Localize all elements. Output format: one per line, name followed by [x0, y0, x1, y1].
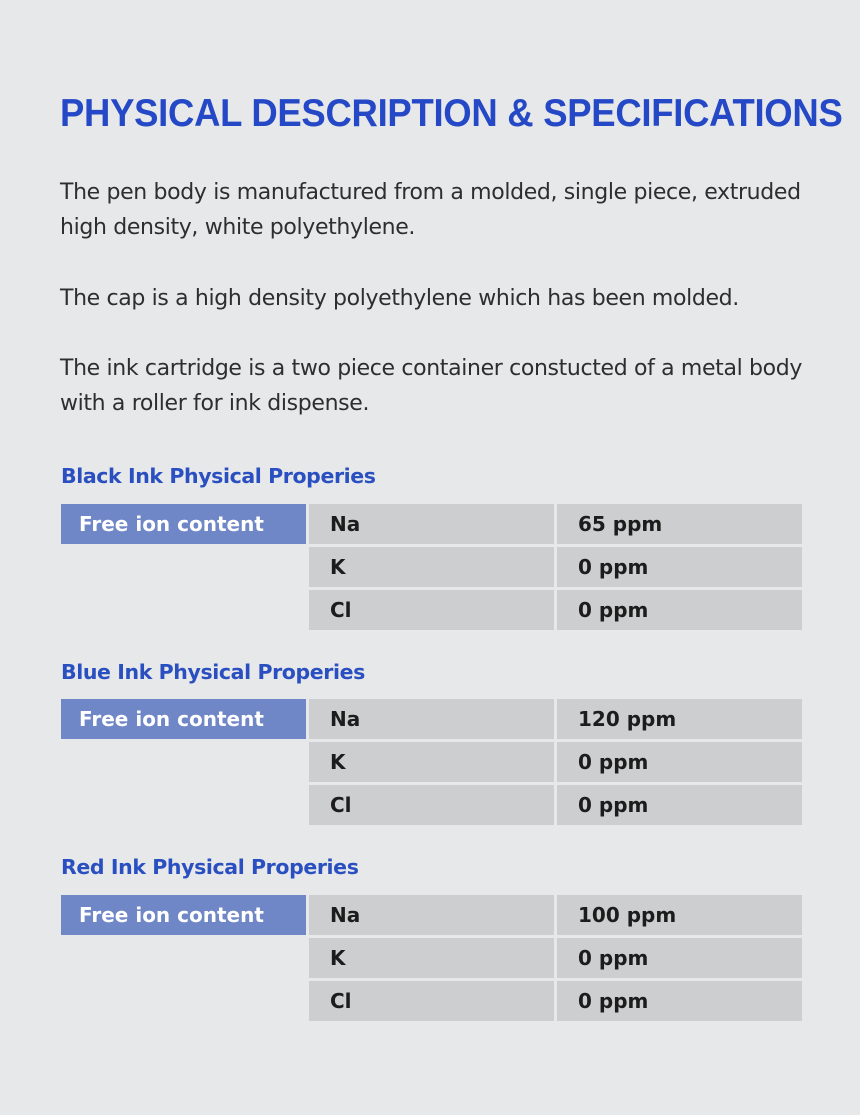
- element-cell: Cl: [306, 782, 554, 825]
- value-cell: 120 ppm: [554, 699, 802, 739]
- black-ink-table: [61, 504, 802, 630]
- free-ion-label: Free ion content: [61, 895, 306, 935]
- section-title-blue-ink: Blue Ink Physical Properies: [61, 660, 365, 684]
- blue-ink-table: [61, 699, 802, 825]
- table-row: [61, 504, 802, 544]
- element-cell: K: [306, 544, 554, 587]
- table-row: [61, 978, 802, 1021]
- element-cell: Na: [306, 895, 554, 935]
- value-cell: 0 ppm: [554, 739, 802, 782]
- value-cell: 0 ppm: [554, 587, 802, 630]
- table-row: [61, 782, 802, 825]
- empty-label-cell: [61, 739, 306, 782]
- table-row: [61, 544, 802, 587]
- element-cell: K: [306, 739, 554, 782]
- table-row: [61, 895, 802, 935]
- empty-label-cell: [61, 935, 306, 978]
- page-title: PHYSICAL DESCRIPTION & SPECIFICATIONS: [60, 92, 843, 135]
- section-title-red-ink: Red Ink Physical Properies: [61, 855, 359, 879]
- description-pen-body: The pen body is manufactured from a molded, single piece, extruded high density, white polyethylene.: [60, 180, 801, 240]
- value-cell: 65 ppm: [554, 504, 802, 544]
- free-ion-label: Free ion content: [61, 699, 306, 739]
- description-cap: The cap is a high density polyethylene which has been molded.: [60, 286, 739, 311]
- value-cell: 0 ppm: [554, 782, 802, 825]
- value-cell: 0 ppm: [554, 544, 802, 587]
- description-ink-cartridge: The ink cartridge is a two piece container constucted of a metal body with a roller for ink dispense.: [60, 356, 803, 416]
- table-row: [61, 587, 802, 630]
- empty-label-cell: [61, 978, 306, 1021]
- element-cell: Na: [306, 504, 554, 544]
- empty-label-cell: [61, 782, 306, 825]
- element-cell: K: [306, 935, 554, 978]
- element-cell: Cl: [306, 587, 554, 630]
- value-cell: 0 ppm: [554, 935, 802, 978]
- red-ink-table: [61, 895, 802, 1021]
- table-row: [61, 739, 802, 782]
- section-title-black-ink: Black Ink Physical Properies: [61, 464, 376, 488]
- table-row: [61, 935, 802, 978]
- value-cell: 100 ppm: [554, 895, 802, 935]
- value-cell: 0 ppm: [554, 978, 802, 1021]
- empty-label-cell: [61, 587, 306, 630]
- free-ion-label: Free ion content: [61, 504, 306, 544]
- element-cell: Na: [306, 699, 554, 739]
- table-row: [61, 699, 802, 739]
- element-cell: Cl: [306, 978, 554, 1021]
- empty-label-cell: [61, 544, 306, 587]
